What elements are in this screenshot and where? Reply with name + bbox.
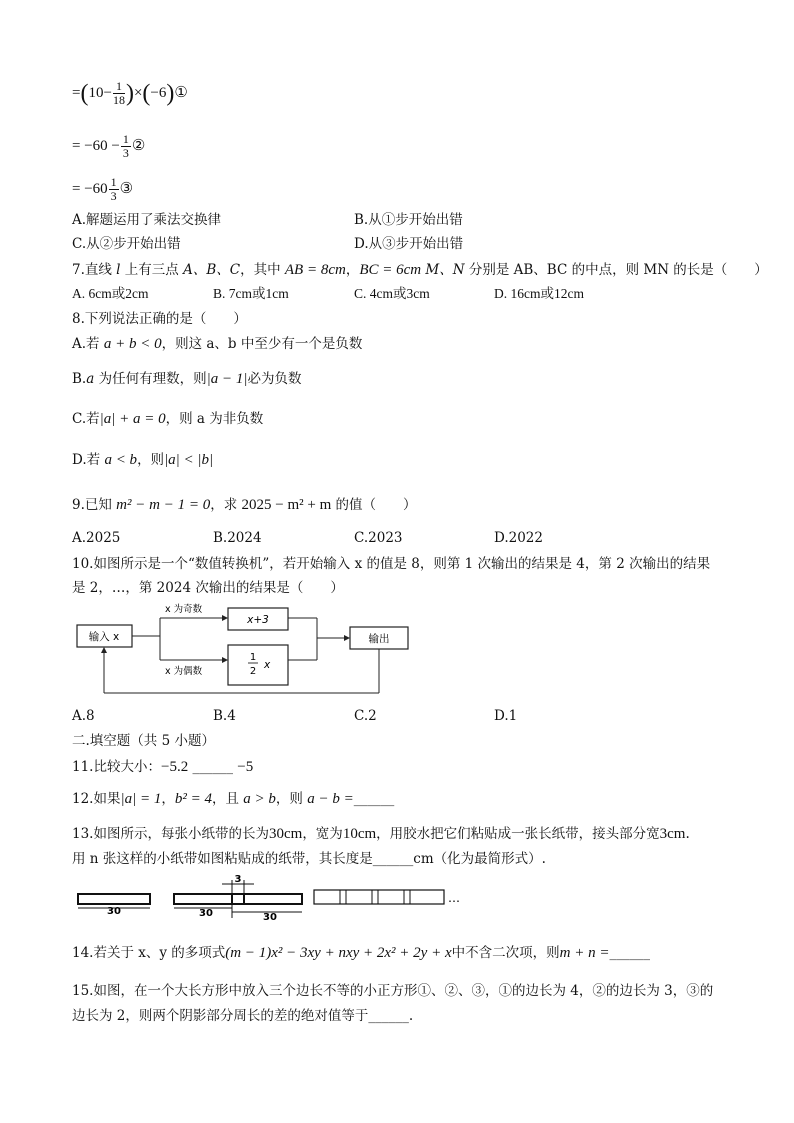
q8-option-d[interactable]: D.若 a < b，则|a| < |b| (72, 452, 214, 468)
answer-blank[interactable]: ______ (609, 945, 650, 961)
diagram-even-denominator: 2 (249, 666, 257, 677)
q10-option-d[interactable]: D.1 (494, 708, 518, 724)
diagram-even-variable: x (264, 659, 271, 671)
q10-stem-line1: 10.如图所示是一个“数值转换机”，若开始输入 x 的值是 8，则第 1 次输出的结果是 4，第 2 次输出的结果 (72, 556, 711, 572)
q7-option-d[interactable]: D. 16cm或12cm (494, 286, 584, 301)
q11-stem: 11.比较大小：−5.2 ______ −5 (72, 759, 254, 775)
q8-option-c[interactable]: C.若|a| + a = 0，则 a 为非负数 (72, 411, 264, 427)
q6-option-c[interactable]: C.从②步开始出错 (72, 236, 181, 252)
q6-option-a[interactable]: A.解题运用了乘法交换律 (72, 212, 222, 228)
q9-option-d[interactable]: D.2022 (494, 530, 543, 546)
answer-blank[interactable]: ______ (353, 791, 395, 807)
q13-stem-line2: 用 n 张这样的小纸带如图粘贴成的纸带，其长度是______cm（化为最简形式）. (72, 851, 546, 867)
q12-stem: 12.如果|a| = 1，b² = 4，且 a > b，则 a − b =______ (72, 791, 395, 807)
q9-option-b[interactable]: B.2024 (213, 530, 262, 546)
q8-option-b[interactable]: B.a 为任何有理数，则|a − 1|必为负数 (72, 371, 302, 387)
q10-option-a[interactable]: A.8 (72, 708, 95, 724)
q9-stem: 9.已知 m² − m − 1 = 0，求 2025 − m² + m 的值（ ） (72, 497, 417, 513)
fraction: $\frac{1}{18}$ (112, 79, 125, 107)
section-heading-fill-in: 二.填空题（共 5 小题） (72, 733, 215, 749)
q7-stem: 7.直线 l 上有三点 A、B、C，其中 AB = 8cm，BC = 6cm M、N 分别是 AB、BC 的中点，则 MN 的长是（ ） (72, 262, 768, 278)
q6-step-2: = −60 − $\frac{1}{3}$ ② (72, 132, 146, 160)
number-converter-diagram (72, 598, 422, 700)
continuation-dots: … (448, 891, 460, 905)
q10-option-b[interactable]: B.4 (213, 708, 236, 724)
strip-length-label: 30 (199, 908, 213, 919)
q6-step-3: = −60 $\frac{1}{3}$ ③ (72, 175, 134, 203)
diagram-input-label: 输入 x (88, 631, 120, 643)
paper-strip-figure (72, 872, 472, 922)
q9-option-a[interactable]: A.2025 (72, 530, 121, 546)
q15-stem-line1: 15.如图，在一个大长方形中放入三个边长不等的小正方形①、②、③，①的边长为 4，②的边长为 3，③的 (72, 983, 714, 999)
fraction: $\frac{1}{3}$ (122, 132, 129, 160)
diagram-even-label: x 为偶数 (165, 666, 203, 677)
q7-option-c[interactable]: C. 4cm或3cm (354, 286, 430, 301)
q9-option-c[interactable]: C.2023 (354, 530, 403, 546)
strip-length-label: 30 (107, 906, 121, 917)
q8-option-a[interactable]: A.若 a + b < 0，则这 a、b 中至少有一个是负数 (72, 336, 363, 352)
q6-option-d[interactable]: D.从③步开始出错 (354, 236, 464, 252)
q8-stem: 8.下列说法正确的是（ ） (72, 311, 247, 327)
strip-length-label: 30 (263, 912, 277, 922)
diagram-output-label: 输出 (368, 633, 390, 645)
diagram-even-numerator: 1 (249, 652, 257, 663)
answer-blank[interactable]: ______ (192, 759, 233, 775)
q7-option-a[interactable]: A. 6cm或2cm (72, 286, 149, 301)
q15-stem-line2: 边长为 2，则两个阴影部分周长的差的绝对值等于______. (72, 1008, 414, 1024)
diagram-odd-operation: x+3 (247, 614, 269, 626)
q10-option-c[interactable]: C.2 (354, 708, 377, 724)
q6-step-1: =(10− $\frac{1}{18}$ )×(−6)① (72, 79, 188, 107)
diagram-odd-label: x 为奇数 (165, 604, 203, 615)
q10-stem-line2: 是 2，…，第 2024 次输出的结果是（ ） (72, 580, 344, 596)
q7-option-b[interactable]: B. 7cm或1cm (213, 286, 289, 301)
fraction: $\frac{1}{3}$ (110, 175, 117, 203)
q13-stem-line1: 13.如图所示，每张小纸带的长为30cm，宽为10cm，用胶水把它们粘贴成一张长纸带，接头部分宽3cm. (72, 826, 690, 842)
overlap-width-label: 3 (234, 874, 242, 885)
q6-option-b[interactable]: B.从①步开始出错 (354, 212, 463, 228)
q14-stem: 14.若关于 x、y 的多项式(m − 1)x² − 3xy + nxy + 2x² + 2y + x中不含二次项，则m + n =______ (72, 945, 650, 961)
